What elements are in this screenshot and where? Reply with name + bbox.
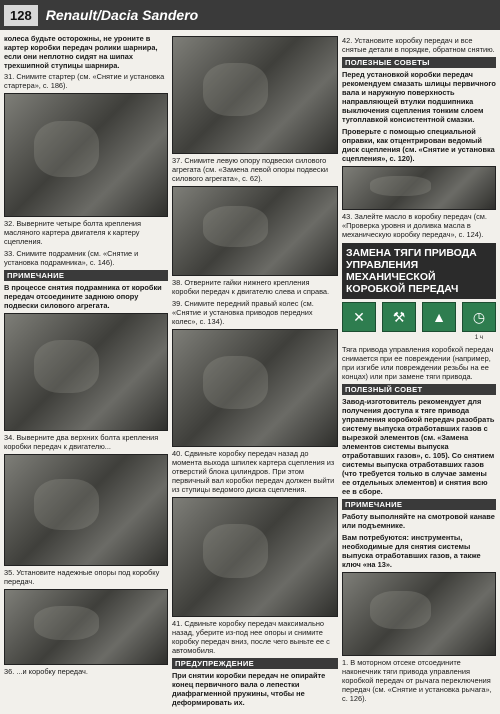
photo-lower-nuts	[172, 186, 338, 276]
step-32: 32. Выверните четыре болта крепления масляного картера двигателя к картеру сцепления.	[4, 219, 142, 246]
step-41: 41. Сдвиньте коробку передач максимально назад, уберите из-под нее опоры и снимите коробку передач вниз, после чего выньте ее с автомобиля.	[172, 619, 330, 655]
icon-labels	[342, 334, 496, 343]
tips-text-2: Проверьте с помощью специальной оправки, как отцентрирован ведомый диск сцепления (см. «Снятие и установка сцепления», с. 120).	[342, 127, 495, 163]
photo-bolts	[4, 313, 168, 431]
step-37: 37. Снимите левую опору подвески силового агрегата (см. «Замена левой опоры подвески силового агрегата», с. 62).	[172, 156, 328, 183]
step-40: 40. Сдвиньте коробку передач назад до момента выхода шпилек картера сцепления из отверстий блока цилиндров. При этом первичный вал коробки передач должен выйти из ступицы ведомого диска сцепления.	[172, 449, 335, 494]
photo-starter	[4, 93, 168, 217]
icon-label	[422, 334, 456, 343]
icon-label: 1 ч	[474, 335, 484, 341]
icon-label	[342, 334, 376, 343]
step-33: 33. Снимите подрамник (см. «Снятие и установка подрамника», с. 146).	[4, 249, 139, 267]
step-43: 43. Залейте масло в коробку передач (см. «Проверка уровня и доливка масла в механическую коробку передач», с. 124).	[342, 212, 487, 239]
photo-gearbox	[4, 589, 168, 665]
column-right	[342, 34, 496, 706]
step-1: 1. В моторном отсеке отсоедините наконечник тяги привода управления коробкой передач от рычага переключения передач (см. «Снятие и установка рычага», с. 126).	[342, 658, 492, 703]
requirements-text: Вам потребуются: инструменты, необходимые для снятия системы выпуска отработавших газов, а также ключ «на 13».	[342, 533, 481, 569]
note-title: ПРИМЕЧАНИЕ	[4, 270, 168, 281]
section-heading: ЗАМЕНА ТЯГИ ПРИВОДА УПРАВЛЕНИЯ МЕХАНИЧЕСКОЙ КОРОБКОЙ ПЕРЕДАЧ	[342, 243, 496, 299]
step-34: 34. Выверните два верхних болта крепления коробки передач к двигателю...	[4, 433, 159, 451]
tools-icons	[342, 302, 496, 332]
photo-left-mount	[172, 36, 338, 154]
page-number: 128	[4, 5, 38, 26]
page-header	[0, 0, 500, 30]
page-title: Renault/Dacia Sandero	[45, 7, 199, 23]
tools-icon: ⚒	[382, 302, 416, 332]
step-38: 38. Отверните гайки нижнего крепления коробки передач к двигателю слева и справа.	[172, 278, 330, 296]
step-42: 42. Установите коробку передач и все снятые детали в порядке, обратном снятию.	[342, 36, 495, 54]
body-text: Тяга привода управления коробкой передач снимается при ее повреждении (например, при изгибе или повреждении резьбы на ее концах) или при замене тяги привода.	[342, 345, 494, 381]
tip-title: ПОЛЕЗНЫЙ СОВЕТ	[342, 384, 496, 395]
photo-oil-fill	[342, 166, 496, 210]
tips-title: ПОЛЕЗНЫЕ СОВЕТЫ	[342, 57, 496, 68]
note2-text: Работу выполняйте на смотровой канаве или подъемнике.	[342, 512, 495, 530]
warning-title: ПРЕДУПРЕЖДЕНИЕ	[172, 658, 338, 669]
photo-clutch-housing	[172, 329, 338, 447]
photo-engine-bay	[342, 572, 496, 656]
note2-title: ПРИМЕЧАНИЕ	[342, 499, 496, 510]
note-text: В процессе снятия подрамника от коробки передач отсоедините заднюю опору подвески силового агрегата.	[4, 283, 162, 310]
column-middle	[172, 34, 338, 710]
intro-text: колеса будьте осторожны, не уроните в картер коробки передач ролики шарнира, если они неплотно сидят на шипах трехшипной ступицы шарнира.	[4, 34, 158, 70]
tips-text-1: Перед установкой коробки передач рекомендуем смазать шлицы первичного вала и наружную поверхность направляющей втулки подшипника выключения сцепления тонким слоем тугоплавкой консистентной смазки.	[342, 70, 496, 124]
step-39: 39. Снимите передний правый колес (см. «Снятие и установка приводов передних колес», с. 134).	[172, 299, 314, 326]
step-31: 31. Снимите стартер (см. «Снятие и установка стартера», с. 186).	[4, 72, 165, 90]
step-36: 36. ...и коробку передач.	[4, 667, 88, 676]
column-left	[4, 34, 168, 679]
lift-icon: ▲	[422, 302, 456, 332]
clock-icon: ◷	[462, 302, 496, 332]
photo-gearbox-removed	[172, 497, 338, 617]
wrench-icon: ✕	[342, 302, 376, 332]
step-35: 35. Установите надежные опоры под коробку передач.	[4, 568, 160, 586]
tip-text: Завод-изготовитель рекомендует для получения доступа к тяге привода управления коробкой передач разобрать систему выпуска отработавших газов с вырезкой элементов (см. «Замена элементов системы выпуска отработавших газов», с. 105). Со снятием системы выпуска отработавших газов (что требуется только в случае замены ее отдельных элементов) и снятия всю ее в сборе.	[342, 397, 495, 496]
icon-label	[382, 334, 416, 343]
photo-supports	[4, 454, 168, 566]
warning-text: При снятии коробки передач не опирайте конец первичного вала о лепестки диафрагменной пружины, чтобы не деформировать их.	[172, 671, 326, 707]
